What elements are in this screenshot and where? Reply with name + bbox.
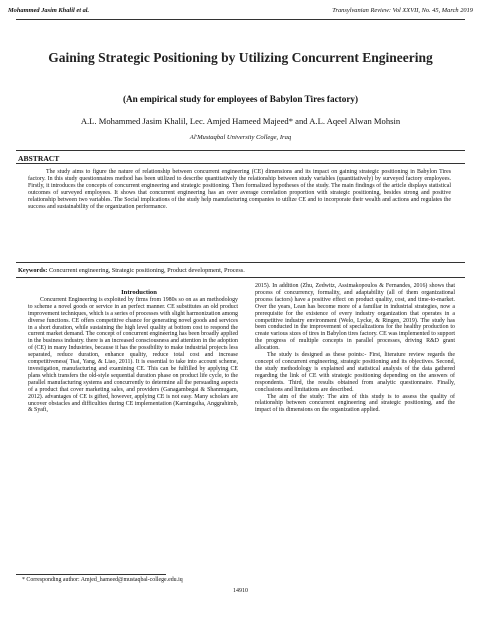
- body-paragraph-3: The aim of the study: The aim of this study is to assess the quality of relationship between concurrent engineering and strategic positioning, and the impact of its dimensions on the organization applied.: [255, 393, 455, 414]
- running-header: [8, 7, 473, 17]
- affiliation: Al'Mustaqbal University College, Iraq: [189, 134, 292, 141]
- body-paragraph-2: The study is designed as these points:- First, literature review regards the concept of concurrent engineering, strategic positioning and its objectives. Second, the study methodology is explained and statistical analysis of the data gathered regarding the link of CE with strategic positioning depending on the answers of respondents. Third, the results obtained from analytic questionnaire. Finally, conclusions and limitations are described.: [255, 352, 455, 393]
- abstract-text: The study aims to figure the nature of relationship between concurrent engineering (CE) dimensions and its impact on gaining strategic positioning in Babylon Tires factory. In this study questionnaires method has been utilized to describe quantitatively the relationship between study variables (quantitatively) by surveyed factory employees. Firstly, it introduces the concepts of concurrent engineering and strategic positioning. Then formalized hypotheses of the study. The main findings of the article displays statistical outcomes of surveyed employees. It shows that concurrent engineering has an over average correlation proportion with strategic positioning, besides strong and positive relationship between two variables. The Social implications of the study help manufacturing companies to utilize CE and to incorporate their wealth and actions and regulates the success and sustainability of the organization performance.: [28, 169, 451, 210]
- abstract-heading: ABSTRACT: [18, 154, 60, 163]
- abstract-bottom-rule: [16, 262, 465, 263]
- header-authors: Mohammed Jasim Khalil et al.: [8, 7, 90, 14]
- keywords-label: Keywords:: [18, 267, 48, 274]
- right-column: [255, 283, 455, 414]
- corresponding-author-footnote: * Corresponding author: Amjed_hameed@mustaqbal-college.edu.iq: [22, 577, 183, 583]
- introduction-heading: Introduction: [121, 289, 157, 296]
- keywords: [18, 267, 463, 274]
- body-paragraph-1: 2015). In addition (Zhu, Zedwitz, Assimakopoulos & Fernandes, 2016) shows that process of concurrency, formality, and adaptability (all of them organizational process factors) have a positive effect on product quality, cost, and time-to-market. Over the years, Lean has become more of a familiar in industrial strategies, now a prerequisite for the existence of every industry organization that operates in a competitive industry environment (Welo, Lycke, & Ringen, 2019). The study has been conducted in the improvement of specializations for the healthy production to create various sizes of tires in Babylon tires factory. CE was implemented to support the progress of multiple concepts in parallel processes, driving R&D grant allocation.: [255, 283, 455, 352]
- paper-title: Gaining Strategic Positioning by Utilizing Concurrent Engineering: [48, 50, 433, 65]
- paper-subtitle: (An empirical study for employees of Babylon Tires factory): [122, 94, 359, 104]
- header-rule: [16, 19, 465, 20]
- introduction-paragraph: Concurrent Engineering is exploited by firms from 1980s so on as an methodology to scheme a novel goods or service in an perfect manner. CE substitutes an old product improvement techniques, which is a series of processes with slight harmonization among diverse functions. CE offers competitive chance for generating novel goods and services in a short duration, while sustaining the high level quality at bottom cost to respond the current market demand. The concept of concurrent engineering has been broadly applied in the business industry. there is an increased consciousness and attention in the adoption of (CE) in many Industries, because it has the possibility to make industrial projects less separated, reduce duration, enhance quality, reduce total cost and increase competitiveness( Tsai, Yang, & Liao, 2011). It is essential to take into account scheme, investigation, manufacturing and examining CE. This can be fulfilled by applying CE plans which transfers the old-style sequential duration phase on product life cycle, to the parallel manufacturing systems and concurrently to determine all the persuading aspects of a product that cover marketing sales, and providers (Ganagambegai & Shanmugam, 2012). advantages of CE is gifted, however, applying CE is not easy. Many scholars are uncover obstacles and difficulties during CE implementation (Karningsiha, Anggrahimb, & Syafi,: [28, 296, 238, 414]
- keywords-rule: [16, 277, 465, 278]
- header-journal: Transylvanian Review: Vol XXVII, No. 45, March 2019: [332, 7, 473, 14]
- abstract-top-rule: [16, 150, 465, 151]
- author-list: A.L. Mohammed Jasim Khalil, Lec. Amjed Hameed Majeed* and A.L. Aqeel Alwan Mohsin: [80, 116, 401, 126]
- footnote-rule: [16, 574, 166, 575]
- keywords-text: Concurrent engineering, Strategic positioning, Product development, Process.: [47, 267, 245, 274]
- left-column: [28, 290, 238, 414]
- page-number: 14910: [233, 588, 248, 594]
- abstract-heading-rule: [16, 163, 465, 164]
